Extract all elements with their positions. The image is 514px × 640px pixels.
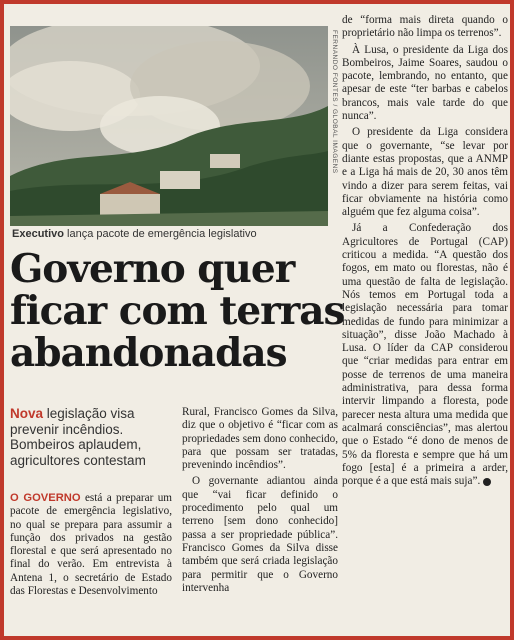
lede-text: legislação visa prevenir incêndios. Bombeiros aplaudem, agricultores contestam [10, 406, 146, 468]
article-col3-paragraph-2: À Lusa, o presidente da Liga dos Bombeiros, Jaime Soares, saudou o pacote, lembrando, no entanto, que apesar de este “ter barbas e cabelos brancos, mais vale tarde do que nunca”. [342, 43, 508, 123]
wildfire-photo-image [10, 26, 328, 226]
article-column-3 [342, 14, 508, 491]
article-col2-paragraph-1: Rural, Francisco Gomes da Silva, diz que o objetivo é “ficar com as propriedades sem dono conhecido, para que possam ser tratadas, prevenindo incêndios”. [182, 406, 338, 472]
article-lead: O GOVERNO [10, 492, 81, 504]
headline-line-2: ficar com terras [10, 288, 345, 334]
headline-line-3: abandonadas [10, 330, 287, 376]
caption-text: lança pacote de emergência legislativo [63, 228, 257, 240]
headline [10, 246, 345, 376]
wildfire-photo [10, 26, 328, 226]
article-col1-text: está a preparar um pacote de emergência legislativo, no qual se prepara para assumir a função dos privados na gestão florestal e que será apresentado no final do verão. Em entrevista à Antena 1, o secretário de Estado das Florestas e Desenvolvimento [10, 492, 172, 598]
article-column-2 [182, 406, 338, 598]
article-col3-paragraph-4 [342, 222, 508, 488]
article-col3-paragraph-1: de “forma mais direta quando o proprietário não limpa os terrenos”. [342, 14, 508, 40]
article-column-1 [10, 492, 172, 598]
end-mark-icon [483, 478, 491, 486]
photo-caption [12, 228, 332, 240]
article-col2-paragraph-2: O governante adiantou ainda que “vai ficar definido o procedimento pelo qual um terreno [sem dono conhecido] passa a ser propriedade pública”. Francisco Gomes da Silva disse também que será criada legislação para permitir que o Governo intervenha [182, 475, 338, 594]
article-col3-paragraph-3: O presidente da Liga considera que o governante, “se levar por diante estas propostas, que a ANMP e a Liga há mais de 20, 30 anos têm vindo a dizer para serem feitas, vai ficar obviamente na história como alguém que fez alguma coisa”. [342, 126, 508, 219]
headline-line-1: Governo quer [10, 246, 295, 292]
caption-kicker: Executivo [12, 228, 64, 240]
lede-lead: Nova [10, 406, 44, 421]
photo-credit: FERNANDO FONTES / GLOBAL IMAGENS [331, 30, 338, 174]
newspaper-clipping [4, 4, 510, 636]
article-col3-paragraph-4-text: Já a Confederação dos Agricultores de Portugal (CAP) criticou a medida. “A questão dos fogos, em mato ou florestas, não é uma questão de falta de legislação. Nós temos em Portugal toda a legislação necessária para tomar medidas de fundo para minimizar a situação”, disse João Machado à Lusa. O líder da CAP considerou que “criar medidas para entrar em posse de terrenos de uma maneira administrativa, para dessa forma intervir limpando a floresta, pode parecer nesta altura uma medida que acalmará consciências”, mas alertou que o Estado “é dono de menos de 5% da floresta e sempre que há um fogo [esta] é a primeira a arder, porque é a que está mais suja”. [342, 222, 508, 488]
lede [10, 406, 174, 468]
